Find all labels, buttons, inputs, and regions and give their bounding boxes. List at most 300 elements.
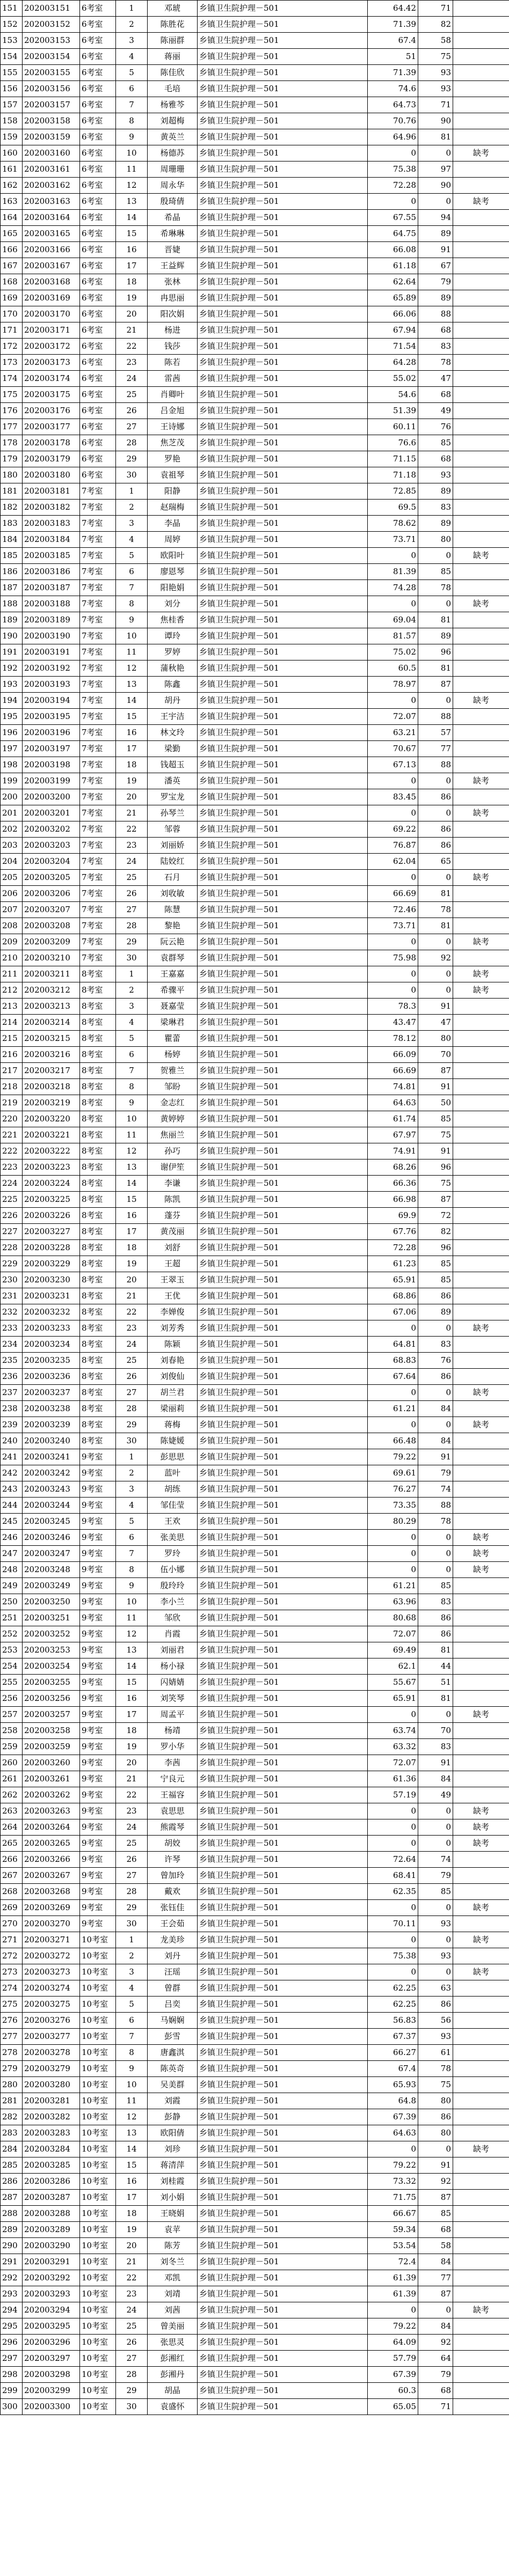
candidate-name-cell: 王宇洁 — [148, 709, 198, 725]
exam-room-cell: 10考室 — [80, 1997, 116, 2013]
skill-score-cell: 44 — [418, 1658, 453, 1675]
row-number-cell: 218 — [1, 1079, 23, 1095]
table-row — [1, 1578, 509, 1594]
seat-number-cell: 6 — [116, 2013, 148, 2029]
table-row — [1, 966, 509, 982]
table-row — [1, 1932, 509, 1948]
skill-score-cell: 0 — [418, 1707, 453, 1723]
ticket-number-cell: 202003259 — [23, 1739, 80, 1755]
candidate-name-cell: 周孟平 — [148, 1707, 198, 1723]
row-number-cell: 201 — [1, 805, 23, 821]
seat-number-cell: 8 — [116, 1079, 148, 1095]
ticket-number-cell: 202003298 — [23, 2367, 80, 2383]
candidate-name-cell: 刘芳秀 — [148, 1320, 198, 1337]
exam-room-cell: 8考室 — [80, 1015, 116, 1031]
written-score-cell: 63.74 — [368, 1723, 418, 1739]
written-score-cell: 68.26 — [368, 1159, 418, 1176]
ticket-number-cell: 202003266 — [23, 1852, 80, 1868]
ticket-number-cell: 202003248 — [23, 1562, 80, 1578]
candidate-name-cell: 陈丽群 — [148, 33, 198, 49]
remark-cell — [453, 242, 509, 258]
row-number-cell: 188 — [1, 596, 23, 612]
table-row — [1, 1900, 509, 1916]
table-row — [1, 113, 509, 129]
skill-score-cell: 71 — [418, 2399, 453, 2415]
exam-room-cell: 9考室 — [80, 1868, 116, 1884]
remark-cell — [453, 81, 509, 97]
ticket-number-cell: 202003227 — [23, 1224, 80, 1240]
candidate-name-cell: 黄茂丽 — [148, 1224, 198, 1240]
seat-number-cell: 29 — [116, 2383, 148, 2399]
ticket-number-cell: 202003267 — [23, 1868, 80, 1884]
written-score-cell: 65.91 — [368, 1691, 418, 1707]
exam-room-cell: 8考室 — [80, 1159, 116, 1176]
candidate-name-cell: 胡丹 — [148, 693, 198, 709]
table-row — [1, 33, 509, 49]
table-row — [1, 1240, 509, 1256]
skill-score-cell: 0 — [418, 1530, 453, 1546]
position-name-cell: 乡镇卫生院护理－501 — [198, 966, 368, 982]
ticket-number-cell: 202003161 — [23, 162, 80, 178]
skill-score-cell: 91 — [418, 242, 453, 258]
skill-score-cell: 0 — [418, 194, 453, 210]
exam-room-cell: 10考室 — [80, 2093, 116, 2109]
remark-cell — [453, 1208, 509, 1224]
written-score-cell: 62.04 — [368, 854, 418, 870]
table-row — [1, 1948, 509, 1964]
ticket-number-cell: 202003241 — [23, 1449, 80, 1465]
exam-room-cell: 7考室 — [80, 902, 116, 918]
remark-cell — [453, 918, 509, 934]
remark-cell: 缺考 — [453, 2141, 509, 2157]
candidate-name-cell: 刘丹 — [148, 1948, 198, 1964]
skill-score-cell: 93 — [418, 1948, 453, 1964]
written-score-cell: 74.81 — [368, 1079, 418, 1095]
row-number-cell: 247 — [1, 1546, 23, 1562]
skill-score-cell: 83 — [418, 1739, 453, 1755]
skill-score-cell: 91 — [418, 2157, 453, 2174]
table-row — [1, 339, 509, 355]
exam-room-cell: 6考室 — [80, 49, 116, 65]
written-score-cell: 61.21 — [368, 1578, 418, 1594]
exam-room-cell: 10考室 — [80, 2335, 116, 2351]
position-name-cell: 乡镇卫生院护理－501 — [198, 1256, 368, 1272]
written-score-cell: 73.35 — [368, 1498, 418, 1514]
seat-number-cell: 29 — [116, 451, 148, 467]
ticket-number-cell: 202003243 — [23, 1481, 80, 1498]
position-name-cell: 乡镇卫生院护理－501 — [198, 1433, 368, 1449]
position-name-cell: 乡镇卫生院护理－501 — [198, 1675, 368, 1691]
skill-score-cell: 0 — [418, 805, 453, 821]
position-name-cell: 乡镇卫生院护理－501 — [198, 81, 368, 97]
table-row — [1, 1707, 509, 1723]
position-name-cell: 乡镇卫生院护理－501 — [198, 1884, 368, 1900]
position-name-cell: 乡镇卫生院护理－501 — [198, 1819, 368, 1836]
ticket-number-cell: 202003271 — [23, 1932, 80, 1948]
skill-score-cell: 70 — [418, 1047, 453, 1063]
position-name-cell: 乡镇卫生院护理－501 — [198, 1642, 368, 1658]
row-number-cell: 162 — [1, 178, 23, 194]
position-name-cell: 乡镇卫生院护理－501 — [198, 773, 368, 789]
table-row — [1, 1691, 509, 1707]
skill-score-cell: 89 — [418, 1304, 453, 1320]
candidate-name-cell: 肖卿叶 — [148, 387, 198, 403]
ticket-number-cell: 202003223 — [23, 1159, 80, 1176]
position-name-cell: 乡镇卫生院护理－501 — [198, 49, 368, 65]
table-row — [1, 1015, 509, 1031]
position-name-cell: 乡镇卫生院护理－501 — [198, 2270, 368, 2286]
skill-score-cell: 91 — [418, 1449, 453, 1465]
row-number-cell: 187 — [1, 580, 23, 596]
written-score-cell: 0 — [368, 2302, 418, 2318]
candidate-name-cell: 刘舒 — [148, 1240, 198, 1256]
position-name-cell: 乡镇卫生院护理－501 — [198, 1530, 368, 1546]
exam-room-cell: 10考室 — [80, 2383, 116, 2399]
table-row — [1, 145, 509, 162]
written-score-cell: 61.39 — [368, 2270, 418, 2286]
written-score-cell: 0 — [368, 1900, 418, 1916]
skill-score-cell: 75 — [418, 1127, 453, 1143]
exam-room-cell: 9考室 — [80, 1530, 116, 1546]
position-name-cell: 乡镇卫生院护理－501 — [198, 1707, 368, 1723]
remark-cell — [453, 419, 509, 435]
skill-score-cell: 80 — [418, 2093, 453, 2109]
remark-cell — [453, 1465, 509, 1481]
ticket-number-cell: 202003258 — [23, 1723, 80, 1739]
ticket-number-cell: 202003269 — [23, 1900, 80, 1916]
row-number-cell: 223 — [1, 1159, 23, 1176]
remark-cell — [453, 435, 509, 451]
ticket-number-cell: 202003276 — [23, 2013, 80, 2029]
candidate-name-cell: 罗小华 — [148, 1739, 198, 1755]
candidate-name-cell: 罗玲 — [148, 1546, 198, 1562]
table-row — [1, 403, 509, 419]
ticket-number-cell: 202003256 — [23, 1691, 80, 1707]
seat-number-cell: 22 — [116, 339, 148, 355]
written-score-cell: 0 — [368, 773, 418, 789]
remark-cell — [453, 355, 509, 371]
table-row — [1, 1562, 509, 1578]
row-number-cell: 197 — [1, 741, 23, 757]
seat-number-cell: 13 — [116, 677, 148, 693]
row-number-cell: 193 — [1, 677, 23, 693]
table-row — [1, 2077, 509, 2093]
candidate-name-cell: 周婷 — [148, 532, 198, 548]
position-name-cell: 乡镇卫生院护理－501 — [198, 1610, 368, 1626]
candidate-name-cell: 王益辉 — [148, 258, 198, 274]
candidate-name-cell: 蒋梅 — [148, 1417, 198, 1433]
remark-cell — [453, 1288, 509, 1304]
table-row — [1, 1771, 509, 1787]
exam-room-cell: 9考室 — [80, 1449, 116, 1465]
row-number-cell: 194 — [1, 693, 23, 709]
skill-score-cell: 86 — [418, 789, 453, 805]
remark-cell — [453, 49, 509, 65]
seat-number-cell: 26 — [116, 886, 148, 902]
position-name-cell: 乡镇卫生院护理－501 — [198, 500, 368, 516]
table-row — [1, 97, 509, 113]
remark-cell: 缺考 — [453, 773, 509, 789]
exam-room-cell: 8考室 — [80, 1433, 116, 1449]
remark-cell — [453, 1401, 509, 1417]
table-row — [1, 1433, 509, 1449]
seat-number-cell: 6 — [116, 1530, 148, 1546]
row-number-cell: 163 — [1, 194, 23, 210]
remark-cell — [453, 2013, 509, 2029]
exam-room-cell: 6考室 — [80, 371, 116, 387]
exam-room-cell: 8考室 — [80, 966, 116, 982]
candidate-name-cell: 蓬芬 — [148, 1208, 198, 1224]
written-score-cell: 63.32 — [368, 1739, 418, 1755]
written-score-cell: 0 — [368, 1964, 418, 1980]
row-number-cell: 281 — [1, 2093, 23, 2109]
seat-number-cell: 27 — [116, 902, 148, 918]
seat-number-cell: 8 — [116, 2045, 148, 2061]
seat-number-cell: 24 — [116, 854, 148, 870]
row-number-cell: 242 — [1, 1465, 23, 1481]
remark-cell — [453, 1642, 509, 1658]
candidate-name-cell: 梁琳君 — [148, 1015, 198, 1031]
remark-cell — [453, 1948, 509, 1964]
position-name-cell: 乡镇卫生院护理－501 — [198, 2157, 368, 2174]
table-row — [1, 162, 509, 178]
table-row — [1, 918, 509, 934]
position-name-cell: 乡镇卫生院护理－501 — [198, 2286, 368, 2302]
seat-number-cell: 30 — [116, 2399, 148, 2415]
written-score-cell: 66.48 — [368, 1433, 418, 1449]
exam-room-cell: 6考室 — [80, 113, 116, 129]
exam-room-cell: 10考室 — [80, 2222, 116, 2238]
skill-score-cell: 86 — [418, 2109, 453, 2125]
ticket-number-cell: 202003202 — [23, 821, 80, 838]
seat-number-cell: 24 — [116, 371, 148, 387]
skill-score-cell: 76 — [418, 419, 453, 435]
candidate-name-cell: 焦桂香 — [148, 612, 198, 628]
written-score-cell: 79.22 — [368, 2157, 418, 2174]
written-score-cell: 69.04 — [368, 612, 418, 628]
skill-score-cell: 0 — [418, 1900, 453, 1916]
seat-number-cell: 23 — [116, 838, 148, 854]
seat-number-cell: 23 — [116, 1803, 148, 1819]
ticket-number-cell: 202003219 — [23, 1095, 80, 1111]
candidate-name-cell: 杨进 — [148, 322, 198, 339]
candidate-name-cell: 孙巧 — [148, 1143, 198, 1159]
table-row — [1, 1385, 509, 1401]
row-number-cell: 239 — [1, 1417, 23, 1433]
row-number-cell: 200 — [1, 789, 23, 805]
position-name-cell: 乡镇卫生院护理－501 — [198, 1095, 368, 1111]
ticket-number-cell: 202003273 — [23, 1964, 80, 1980]
seat-number-cell: 30 — [116, 1916, 148, 1932]
table-row — [1, 982, 509, 999]
written-score-cell: 67.55 — [368, 210, 418, 226]
seat-number-cell: 23 — [116, 2286, 148, 2302]
exam-room-cell: 9考室 — [80, 1642, 116, 1658]
candidate-name-cell: 彭湘丹 — [148, 2367, 198, 2383]
exam-room-cell: 8考室 — [80, 999, 116, 1015]
skill-score-cell: 83 — [418, 1337, 453, 1353]
skill-score-cell: 86 — [418, 1288, 453, 1304]
seat-number-cell: 18 — [116, 274, 148, 290]
position-name-cell: 乡镇卫生院护理－501 — [198, 1320, 368, 1337]
exam-room-cell: 8考室 — [80, 1192, 116, 1208]
ticket-number-cell: 202003257 — [23, 1707, 80, 1723]
written-score-cell: 0 — [368, 1546, 418, 1562]
ticket-number-cell: 202003285 — [23, 2157, 80, 2174]
skill-score-cell: 50 — [418, 1095, 453, 1111]
exam-room-cell: 8考室 — [80, 1143, 116, 1159]
written-score-cell: 62.25 — [368, 1980, 418, 1997]
exam-room-cell: 7考室 — [80, 532, 116, 548]
remark-cell: 缺考 — [453, 596, 509, 612]
candidate-name-cell: 殷琦倩 — [148, 194, 198, 210]
table-row — [1, 17, 509, 33]
remark-cell — [453, 2286, 509, 2302]
written-score-cell: 83.45 — [368, 789, 418, 805]
exam-room-cell: 7考室 — [80, 725, 116, 741]
position-name-cell: 乡镇卫生院护理－501 — [198, 1755, 368, 1771]
seat-number-cell: 5 — [116, 65, 148, 81]
candidate-name-cell: 王翠玉 — [148, 1272, 198, 1288]
table-row — [1, 741, 509, 757]
skill-score-cell: 85 — [418, 564, 453, 580]
remark-cell — [453, 467, 509, 483]
skill-score-cell: 86 — [418, 838, 453, 854]
exam-room-cell: 6考室 — [80, 258, 116, 274]
exam-room-cell: 9考室 — [80, 1658, 116, 1675]
position-name-cell: 乡镇卫生院护理－501 — [198, 306, 368, 322]
seat-number-cell: 11 — [116, 162, 148, 178]
written-score-cell: 67.4 — [368, 33, 418, 49]
row-number-cell: 262 — [1, 1787, 23, 1803]
row-number-cell: 192 — [1, 660, 23, 677]
skill-score-cell: 79 — [418, 2367, 453, 2383]
seat-number-cell: 28 — [116, 918, 148, 934]
position-name-cell: 乡镇卫生院护理－501 — [198, 387, 368, 403]
exam-room-cell: 6考室 — [80, 274, 116, 290]
skill-score-cell: 57 — [418, 725, 453, 741]
table-row — [1, 1626, 509, 1642]
ticket-number-cell: 202003278 — [23, 2045, 80, 2061]
ticket-number-cell: 202003167 — [23, 258, 80, 274]
written-score-cell: 0 — [368, 596, 418, 612]
remark-cell: 缺考 — [453, 982, 509, 999]
row-number-cell: 249 — [1, 1578, 23, 1594]
written-score-cell: 66.27 — [368, 2045, 418, 2061]
exam-room-cell: 9考室 — [80, 1739, 116, 1755]
written-score-cell: 0 — [368, 966, 418, 982]
ticket-number-cell: 202003200 — [23, 789, 80, 805]
position-name-cell: 乡镇卫生院护理－501 — [198, 226, 368, 242]
table-row — [1, 2351, 509, 2367]
skill-score-cell: 93 — [418, 467, 453, 483]
row-number-cell: 214 — [1, 1015, 23, 1031]
row-number-cell: 203 — [1, 838, 23, 854]
table-row — [1, 467, 509, 483]
written-score-cell: 54.6 — [368, 387, 418, 403]
written-score-cell: 75.02 — [368, 644, 418, 660]
exam-room-cell: 6考室 — [80, 403, 116, 419]
remark-cell — [453, 2254, 509, 2270]
written-score-cell: 69.9 — [368, 1208, 418, 1224]
written-score-cell: 72.28 — [368, 178, 418, 194]
skill-score-cell: 82 — [418, 17, 453, 33]
candidate-name-cell: 石月 — [148, 870, 198, 886]
row-number-cell: 171 — [1, 322, 23, 339]
seat-number-cell: 19 — [116, 290, 148, 306]
skill-score-cell: 93 — [418, 81, 453, 97]
row-number-cell: 224 — [1, 1176, 23, 1192]
row-number-cell: 245 — [1, 1514, 23, 1530]
remark-cell — [453, 564, 509, 580]
skill-score-cell: 94 — [418, 210, 453, 226]
written-score-cell: 53.54 — [368, 2238, 418, 2254]
seat-number-cell: 6 — [116, 81, 148, 97]
ticket-number-cell: 202003295 — [23, 2318, 80, 2335]
row-number-cell: 189 — [1, 612, 23, 628]
table-row — [1, 1755, 509, 1771]
exam-room-cell: 7考室 — [80, 644, 116, 660]
row-number-cell: 257 — [1, 1707, 23, 1723]
candidate-name-cell: 肖霞 — [148, 1626, 198, 1642]
seat-number-cell: 20 — [116, 1272, 148, 1288]
seat-number-cell: 4 — [116, 1980, 148, 1997]
ticket-number-cell: 202003154 — [23, 49, 80, 65]
row-number-cell: 152 — [1, 17, 23, 33]
position-name-cell: 乡镇卫生院护理－501 — [198, 33, 368, 49]
position-name-cell: 乡镇卫生院护理－501 — [198, 1449, 368, 1465]
row-number-cell: 182 — [1, 500, 23, 516]
skill-score-cell: 0 — [418, 548, 453, 564]
skill-score-cell: 90 — [418, 113, 453, 129]
table-row — [1, 2061, 509, 2077]
seat-number-cell: 7 — [116, 580, 148, 596]
remark-cell — [453, 226, 509, 242]
ticket-number-cell: 202003277 — [23, 2029, 80, 2045]
row-number-cell: 287 — [1, 2190, 23, 2206]
written-score-cell: 65.93 — [368, 2077, 418, 2093]
written-score-cell: 78.62 — [368, 516, 418, 532]
remark-cell — [453, 677, 509, 693]
ticket-number-cell: 202003206 — [23, 886, 80, 902]
ticket-number-cell: 202003186 — [23, 564, 80, 580]
ticket-number-cell: 202003166 — [23, 242, 80, 258]
row-number-cell: 238 — [1, 1401, 23, 1417]
written-score-cell: 72.46 — [368, 902, 418, 918]
row-number-cell: 295 — [1, 2318, 23, 2335]
exam-room-cell: 7考室 — [80, 950, 116, 966]
seat-number-cell: 25 — [116, 387, 148, 403]
ticket-number-cell: 202003240 — [23, 1433, 80, 1449]
remark-cell — [453, 33, 509, 49]
skill-score-cell: 93 — [418, 2029, 453, 2045]
ticket-number-cell: 202003204 — [23, 854, 80, 870]
remark-cell — [453, 757, 509, 773]
ticket-number-cell: 202003229 — [23, 1256, 80, 1272]
row-number-cell: 286 — [1, 2174, 23, 2190]
exam-room-cell: 7考室 — [80, 773, 116, 789]
table-row — [1, 628, 509, 644]
skill-score-cell: 83 — [418, 339, 453, 355]
candidate-name-cell: 雷茜 — [148, 371, 198, 387]
position-name-cell: 乡镇卫生院护理－501 — [198, 1594, 368, 1610]
skill-score-cell: 75 — [418, 2077, 453, 2093]
row-number-cell: 232 — [1, 1304, 23, 1320]
remark-cell — [453, 2318, 509, 2335]
remark-cell — [453, 950, 509, 966]
ticket-number-cell: 202003195 — [23, 709, 80, 725]
remark-cell: 缺考 — [453, 966, 509, 982]
